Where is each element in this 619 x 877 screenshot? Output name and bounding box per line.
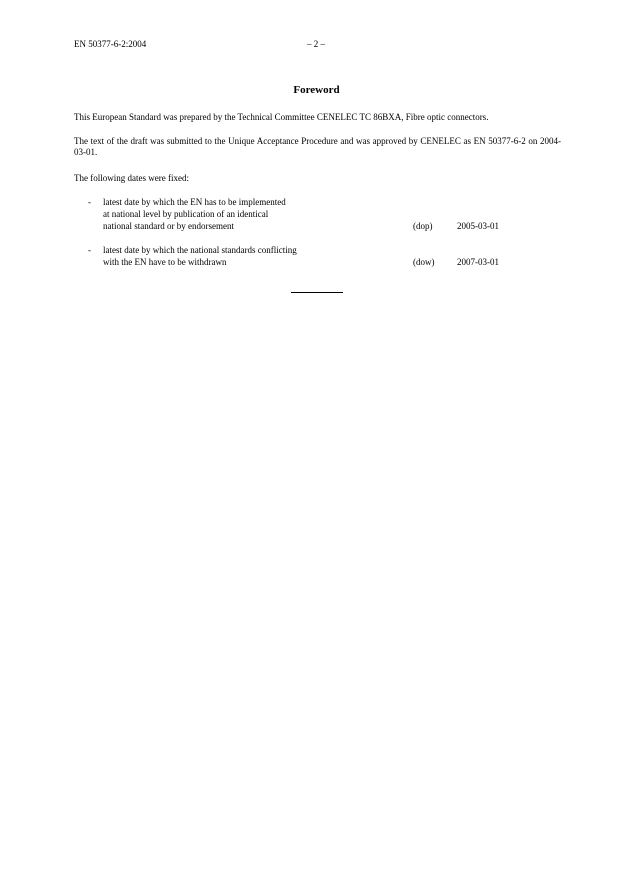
paragraph-preparation: This European Standard was prepared by the Technical Committee CENELEC TC 86BXA, Fibre optic connectors. [74, 112, 489, 122]
document-identifier: EN 50377-6-2:2004 [74, 39, 147, 49]
section-title: Foreword [293, 84, 340, 96]
list-item-line: national standard or by endorsement [103, 221, 234, 231]
list-item-line: with the EN have to be withdrawn [103, 257, 227, 267]
page-number: – 2 – [307, 39, 325, 49]
list-item-line: latest date by which the national standards conflicting [103, 245, 297, 255]
paragraph-dates-intro: The following dates were fixed: [74, 173, 189, 183]
list-item-line: latest date by which the EN has to be implemented [103, 197, 286, 207]
date-code: (dow) [413, 257, 435, 267]
date-value: 2005-03-01 [457, 221, 499, 231]
list-item-line: at national level by publication of an identical [103, 209, 269, 219]
date-value: 2007-03-01 [457, 257, 499, 267]
paragraph-approval: The text of the draft was submitted to the Unique Acceptance Procedure and was approved by CENELEC as EN 50377-6-2 on 2004-03-01. [74, 136, 561, 157]
end-separator-line [291, 292, 343, 293]
list-bullet: - [88, 245, 91, 255]
date-code: (dop) [413, 221, 433, 231]
list-bullet: - [88, 197, 91, 207]
